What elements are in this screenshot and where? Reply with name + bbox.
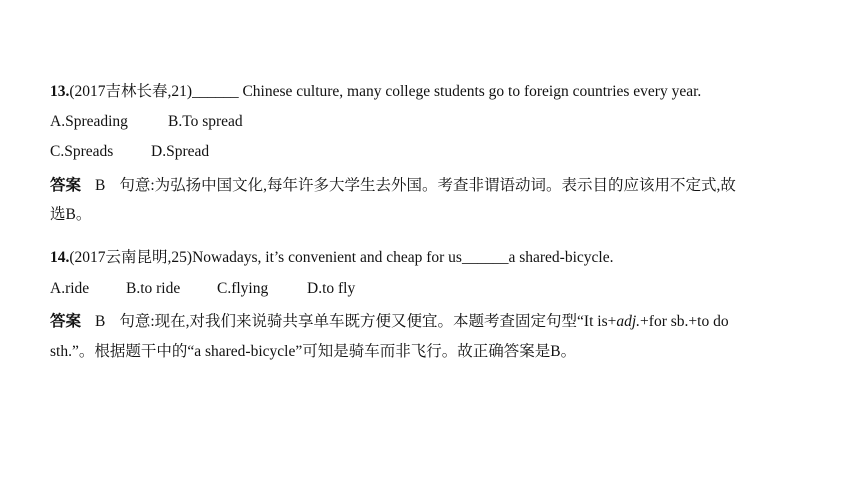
question-13-option-d: D.Spread	[151, 143, 210, 160]
question-14-source: (2017云南昆明,25)	[69, 249, 193, 266]
question-13-answer-letter: B	[95, 177, 106, 194]
question-14-stem: Nowadays, it’s convenient and cheap for us______a shared-bicycle.	[192, 249, 614, 266]
question-14-option-d: D.to fly	[307, 280, 356, 297]
question-13-option-b: B.To spread	[168, 113, 243, 130]
question-13-explanation: 句意:为弘扬中国文化,每年许多大学生去外国。考查非谓语动词。表示目的应该用不定式,故	[119, 177, 736, 194]
question-13-options-row-2	[50, 142, 209, 162]
question-13-answer-label: 答案	[50, 177, 82, 194]
question-14-explanation-part2: +for sb.+to do	[640, 313, 729, 330]
question-14-answer-letter: B	[95, 313, 106, 330]
question-14-answer-label: 答案	[50, 313, 82, 330]
question-13-source: (2017吉林长春,21)	[69, 83, 193, 100]
question-14-options-row	[50, 279, 355, 299]
question-13-option-a: A.Spreading	[50, 113, 128, 130]
question-13-explanation-continued: 选B。	[50, 206, 92, 223]
question-14-stem-line	[50, 248, 613, 268]
question-14-explanation-continued: sth.”。根据题干中的“a shared-bicycle”可知是骑车而非飞行。故正确答案是B。	[50, 343, 577, 360]
question-14-option-b: B.to ride	[126, 280, 181, 297]
question-13-option-c: C.Spreads	[50, 143, 114, 160]
question-14-number: 14.	[50, 249, 70, 266]
question-14-explanation-part1: 句意:现在,对我们来说骑共享单车既方便又便宜。本题考查固定句型“It is+	[119, 313, 617, 330]
question-13-stem: ______ Chinese culture, many college students go to foreign countries every year.	[192, 83, 702, 100]
question-13-number: 13.	[50, 83, 70, 100]
question-14-option-a: A.ride	[50, 280, 90, 297]
question-13-stem-line	[50, 82, 701, 102]
question-14-answer-line	[50, 312, 729, 332]
question-14-explanation-italic: adj.	[616, 313, 641, 330]
question-13-answer-line	[50, 176, 736, 196]
question-13-options-row-1	[50, 112, 243, 132]
question-14-option-c: C.flying	[217, 280, 269, 297]
